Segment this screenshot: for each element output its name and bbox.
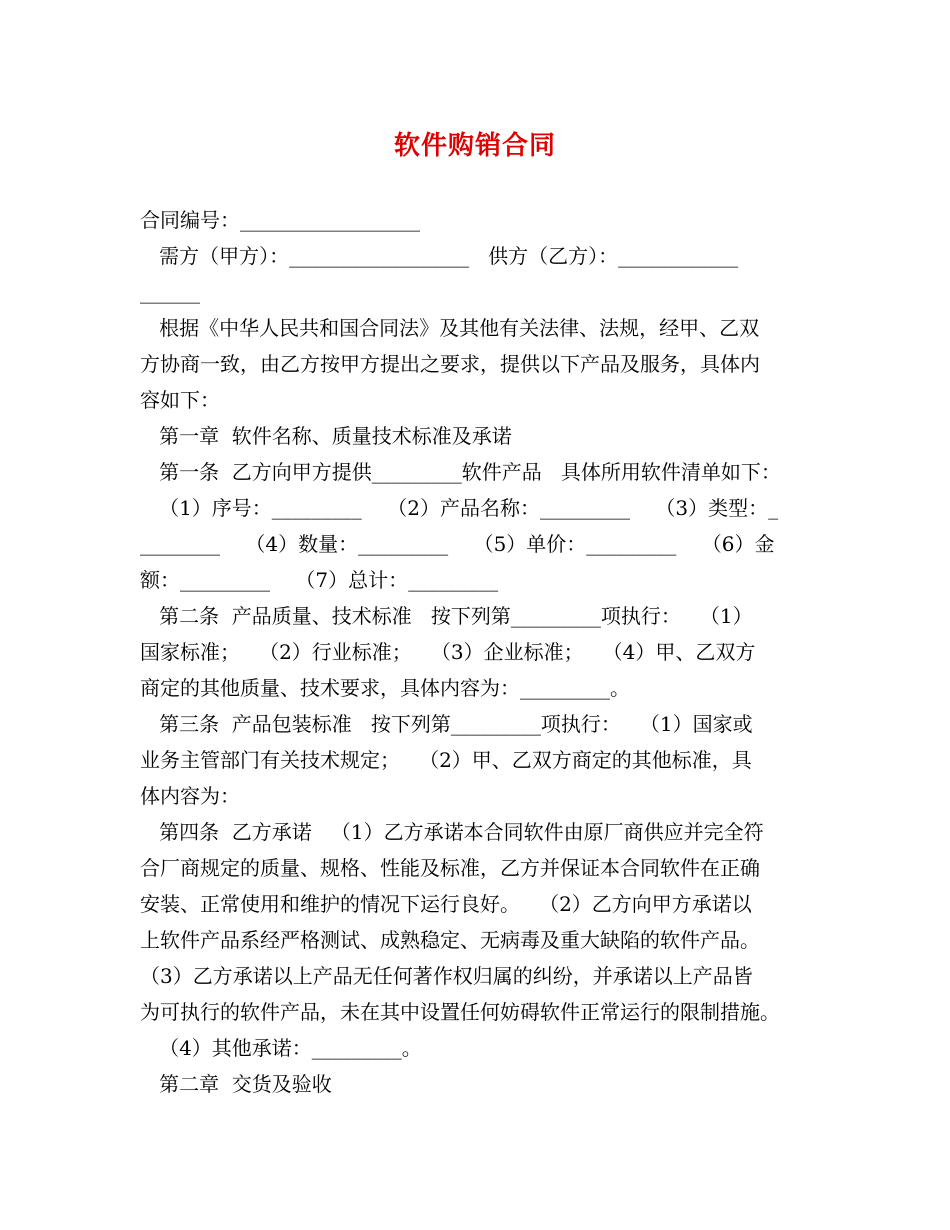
preamble-line-2: 方协商一致，由乙方按甲方提出之要求，提供以下产品及服务，具体内 <box>140 352 760 376</box>
article-4-line-7: （4）其他承诺：_________。 <box>140 1036 422 1060</box>
preamble-line-3: 容如下： <box>140 388 220 412</box>
article-1-line-4: 额：_________ （7）总计：_________ <box>140 568 499 592</box>
preamble-line-1: 根据《中华人民共和国合同法》及其他有关法律、法规，经甲、乙双 <box>140 316 760 340</box>
parties-line-continued: ______ <box>140 280 200 304</box>
article-1-line-1: 第一条 乙方向甲方提供_________软件产品 具体所用软件清单如下： <box>140 460 781 484</box>
article-2-line-3: 商定的其他质量、技术要求，具体内容为：_________。 <box>140 676 630 700</box>
chapter-2-heading: 第二章 交货及验收 <box>140 1072 332 1096</box>
article-1-line-2: （1）序号：_________ （2）产品名称：_________ （3）类型：_ <box>140 496 779 520</box>
article-2-line-1: 第二条 产品质量、技术标准 按下列第_________项执行： （1） <box>140 604 753 628</box>
article-2-line-2: 国家标准； （2）行业标准； （3）企业标准； （4）甲、乙双方 <box>140 640 756 664</box>
article-4-line-6: 为可执行的软件产品，未在其中设置任何妨碍软件正常运行的限制措施。 <box>140 1000 780 1024</box>
parties-line: 需方（甲方）：__________________ 供方（乙方）：____________ <box>140 244 739 268</box>
article-1-line-3: ________ （4）数量：_________ （5）单价：_________ （6）金 <box>140 532 775 556</box>
article-4-line-4: 上软件产品系经严格测试、成熟稳定、无病毒及重大缺陷的软件产品。 <box>140 928 760 952</box>
contract-number-line: 合同编号：__________________ <box>140 208 420 232</box>
article-3-line-1: 第三条 产品包装标准 按下列第_________项执行： （1）国家或 <box>140 712 753 736</box>
contract-title: 软件购销合同 <box>393 131 556 161</box>
contract-body <box>140 202 820 1102</box>
article-4-line-2: 合厂商规定的质量、规格、性能及标准，乙方并保证本合同软件在正确 <box>140 856 760 880</box>
article-4-line-5: （3）乙方承诺以上产品无任何著作权归属的纠纷，并承诺以上产品皆 <box>140 964 753 988</box>
article-4-line-3: 安装、正常使用和维护的情况下运行良好。 （2）乙方向甲方承诺以 <box>140 892 752 916</box>
chapter-1-heading: 第一章 软件名称、质量技术标准及承诺 <box>140 424 512 448</box>
article-3-line-2: 业务主管部门有关技术规定； （2）甲、乙双方商定的其他标准，具 <box>140 748 752 772</box>
article-4-line-1: 第四条 乙方承诺 （1）乙方承诺本合同软件由原厂商供应并完全符 <box>140 820 764 844</box>
article-3-line-3: 体内容为： <box>140 784 240 808</box>
